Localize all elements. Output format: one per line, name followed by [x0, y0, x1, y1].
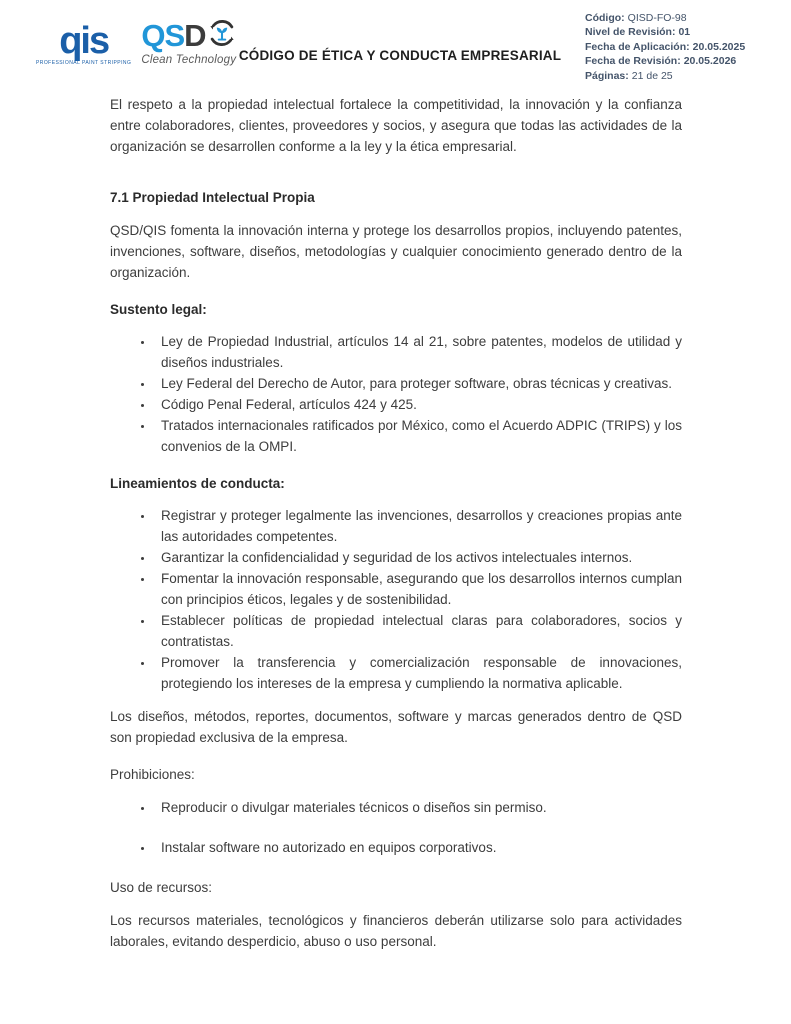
meta-label: Código: [585, 12, 625, 24]
lineamientos-heading: Lineamientos de conducta: [110, 476, 285, 491]
ownership-paragraph: Los diseños, métodos, reportes, documentos, software y marcas generados dentro de QSD son propiedad exclusiva de la empresa. [110, 709, 682, 745]
meta-label: Fecha de Aplicación: [585, 40, 690, 53]
list-item: • Instalar software no autorizado en equipos corporativos. [154, 837, 682, 858]
meta-row-fecha-aplicacion [585, 40, 745, 54]
sustento-legal-list [110, 331, 682, 457]
prohibiciones-heading: Prohibiciones: [110, 767, 195, 782]
meta-row-nivel-revision [585, 25, 745, 39]
list-item: • Promover la transferencia y comercialización responsable de innovaciones, protegiendo los intereses de la empresa y cumpliendo la normativa aplicable. [154, 652, 682, 694]
qsd-logo-tagline: Clean Technology [141, 54, 237, 66]
meta-value: 20.05.2026 [683, 55, 737, 68]
logo-group [36, 18, 237, 66]
list-item: • Tratados internacionales ratificados por México, como el Acuerdo ADPIC (TRIPS) y los convenios de la OMPI. [154, 415, 682, 457]
qis-logo-text: qis [59, 19, 109, 62]
meta-row-fecha-revision [585, 54, 745, 68]
meta-value: 01 [678, 26, 691, 39]
qsd-letter-s: S [164, 17, 185, 53]
uso-recursos-heading: Uso de recursos: [110, 880, 213, 895]
meta-row-paginas [585, 69, 745, 83]
list-item: • Garantizar la confidencialidad y seguridad de los activos intelectuales internos. [154, 547, 682, 568]
sustento-legal-heading: Sustento legal: [110, 302, 207, 317]
prohibiciones-list [110, 797, 682, 858]
meta-value: 20.05.2025 [692, 40, 746, 53]
section-intro-paragraph: QSD/QIS fomenta la innovación interna y protege los desarrollos propios, incluyendo patentes, invenciones, software, diseños, metodologías y cualquier conocimiento generado dentro de la organización. [110, 223, 682, 280]
section-heading-7-1: 7.1 Propiedad Intelectual Propia [110, 190, 315, 205]
list-item: • Ley de Propiedad Industrial, artículos 14 al 21, sobre patentes, modelos de utilidad y diseños industriales. [154, 331, 682, 373]
qis-logo [36, 19, 132, 66]
meta-label: Fecha de Revisión: [585, 55, 681, 68]
meta-row-codigo [585, 11, 745, 25]
list-item: • Registrar y proteger legalmente las invenciones, desarrollos y creaciones propias ante las autoridades competentes. [154, 505, 682, 547]
qis-logo-tagline: PROFESSIONAL PAINT STRIPPING [36, 60, 132, 66]
meta-value: QISD-FO-98 [627, 12, 687, 24]
qsd-letter-q: Q [141, 17, 165, 53]
list-item: • Establecer políticas de propiedad intelectual claras para colaboradores, socios y contratistas. [154, 610, 682, 652]
list-item: • Código Penal Federal, artículos 424 y 425. [154, 394, 682, 415]
document-body [110, 94, 682, 964]
meta-label: Páginas: [585, 69, 629, 82]
lineamientos-list [110, 505, 682, 694]
list-item: • Ley Federal del Derecho de Autor, para proteger software, obras técnicas y creativas. [154, 373, 682, 394]
qsd-logo-text [141, 17, 206, 53]
meta-value: 21 de 25 [631, 69, 673, 82]
list-item: • Fomentar la innovación responsable, asegurando que los desarrollos internos cumplan con principios éticos, legales y de sostenibilidad. [154, 568, 682, 610]
list-item: • Reproducir o divulgar materiales técnicos o diseños sin permiso. [154, 797, 682, 818]
uso-recursos-paragraph: Los recursos materiales, tecnológicos y financieros deberán utilizarse solo para actividades laborales, evitando desperdicio, abuso o uso personal. [110, 913, 682, 949]
meta-label: Nivel de Revisión: [585, 26, 676, 39]
page-title: CÓDIGO DE ÉTICA Y CONDUCTA EMPRESARIAL [238, 48, 562, 63]
meta-block [585, 11, 745, 83]
qsd-letter-d: D [184, 17, 206, 53]
document-header [0, 0, 791, 92]
intro-paragraph: El respeto a la propiedad intelectual fortalece la competitividad, la innovación y la confianza entre colaboradores, clientes, proveedores y socios, y asegura que todas las actividades de la organización se desarrollen conforme a la ley y la ética empresarial. [110, 97, 682, 154]
